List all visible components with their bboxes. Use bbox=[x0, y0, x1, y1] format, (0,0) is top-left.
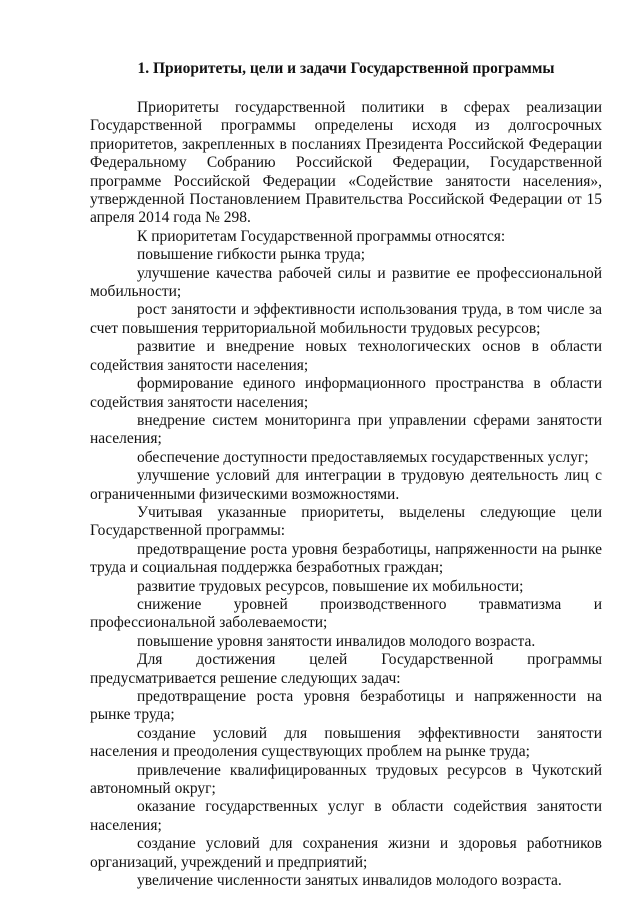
text-paragraph: повышение гибкости рынка труда; bbox=[137, 246, 366, 264]
text-paragraph: создание условий для повышения эффективности занятости населения и преодоления существующих проблем на рынке труда; bbox=[90, 724, 602, 761]
text-paragraph: формирование единого информационного пространства в области содействия занятости населения; bbox=[90, 375, 602, 411]
text-paragraph: увеличение численности занятых инвалидов молодого возраста. bbox=[137, 872, 562, 890]
text-paragraph: улучшение условий для интеграции в трудовую деятельность лиц с ограниченными физическими возможностями. bbox=[90, 467, 602, 503]
text-paragraph: предотвращение роста уровня безработицы и напряженности на рынке труда; bbox=[90, 688, 602, 724]
text-paragraph: улучшение качества рабочей силы и развитие ее профессиональной мобильности; bbox=[90, 264, 602, 301]
text-paragraph: предотвращение роста уровня безработицы, напряженности на рынке труда и социальная поддержка безработных граждан; bbox=[90, 540, 602, 577]
text-paragraph: К приоритетам Государственной программы относятся: bbox=[137, 227, 506, 245]
text-paragraph: внедрение систем мониторинга при управлении сферами занятости населения; bbox=[90, 411, 602, 448]
text-paragraph: Учитывая указанные приоритеты, выделены следующие цели Государственной программы: bbox=[90, 503, 602, 540]
text-paragraph: повышение уровня занятости инвалидов молодого возраста. bbox=[137, 632, 536, 650]
section-body bbox=[90, 99, 602, 890]
text-paragraph: развитие и внедрение новых технологических основ в области содействия занятости населения; bbox=[90, 338, 602, 374]
text-paragraph: рост занятости и эффективности использования труда, в том числе за счет повышения территориальной мобильности трудовых ресурсов; bbox=[90, 301, 602, 337]
text-paragraph: обеспечение доступности предоставляемых государственных услуг; bbox=[137, 448, 589, 466]
text-paragraph: снижение уровней производственного травматизма и профессиональной заболеваемости; bbox=[90, 595, 602, 632]
text-paragraph: развитие трудовых ресурсов, повышение их мобильности; bbox=[137, 577, 524, 595]
text-paragraph: оказание государственных услуг в области содействия занятости населения; bbox=[90, 798, 602, 834]
section-heading: 1. Приоритеты, цели и задачи Государственной программы bbox=[137, 60, 555, 77]
text-paragraph: создание условий для сохранения жизни и здоровья работников организаций, учреждений и предприятий; bbox=[90, 835, 602, 871]
text-paragraph: Для достижения целей Государственной программы предусматривается решение следующих задач: bbox=[90, 651, 602, 687]
intro-paragraph: Приоритеты государственной политики в сферах реализации Государственной программы определены исходя из долгосрочных приоритетов, закрепленных в посланиях Президента Российской Федерации Федеральному Собранию Российской Федерации, Государственной программе Российской Федерации «Содействие занятости населения», утвержденной Постановлением Правительства Российской Федерации от 15 апреля 2014 года № 298. bbox=[90, 99, 602, 227]
text-paragraph: привлечение квалифицированных трудовых ресурсов в Чукотский автономный округ; bbox=[90, 761, 602, 798]
